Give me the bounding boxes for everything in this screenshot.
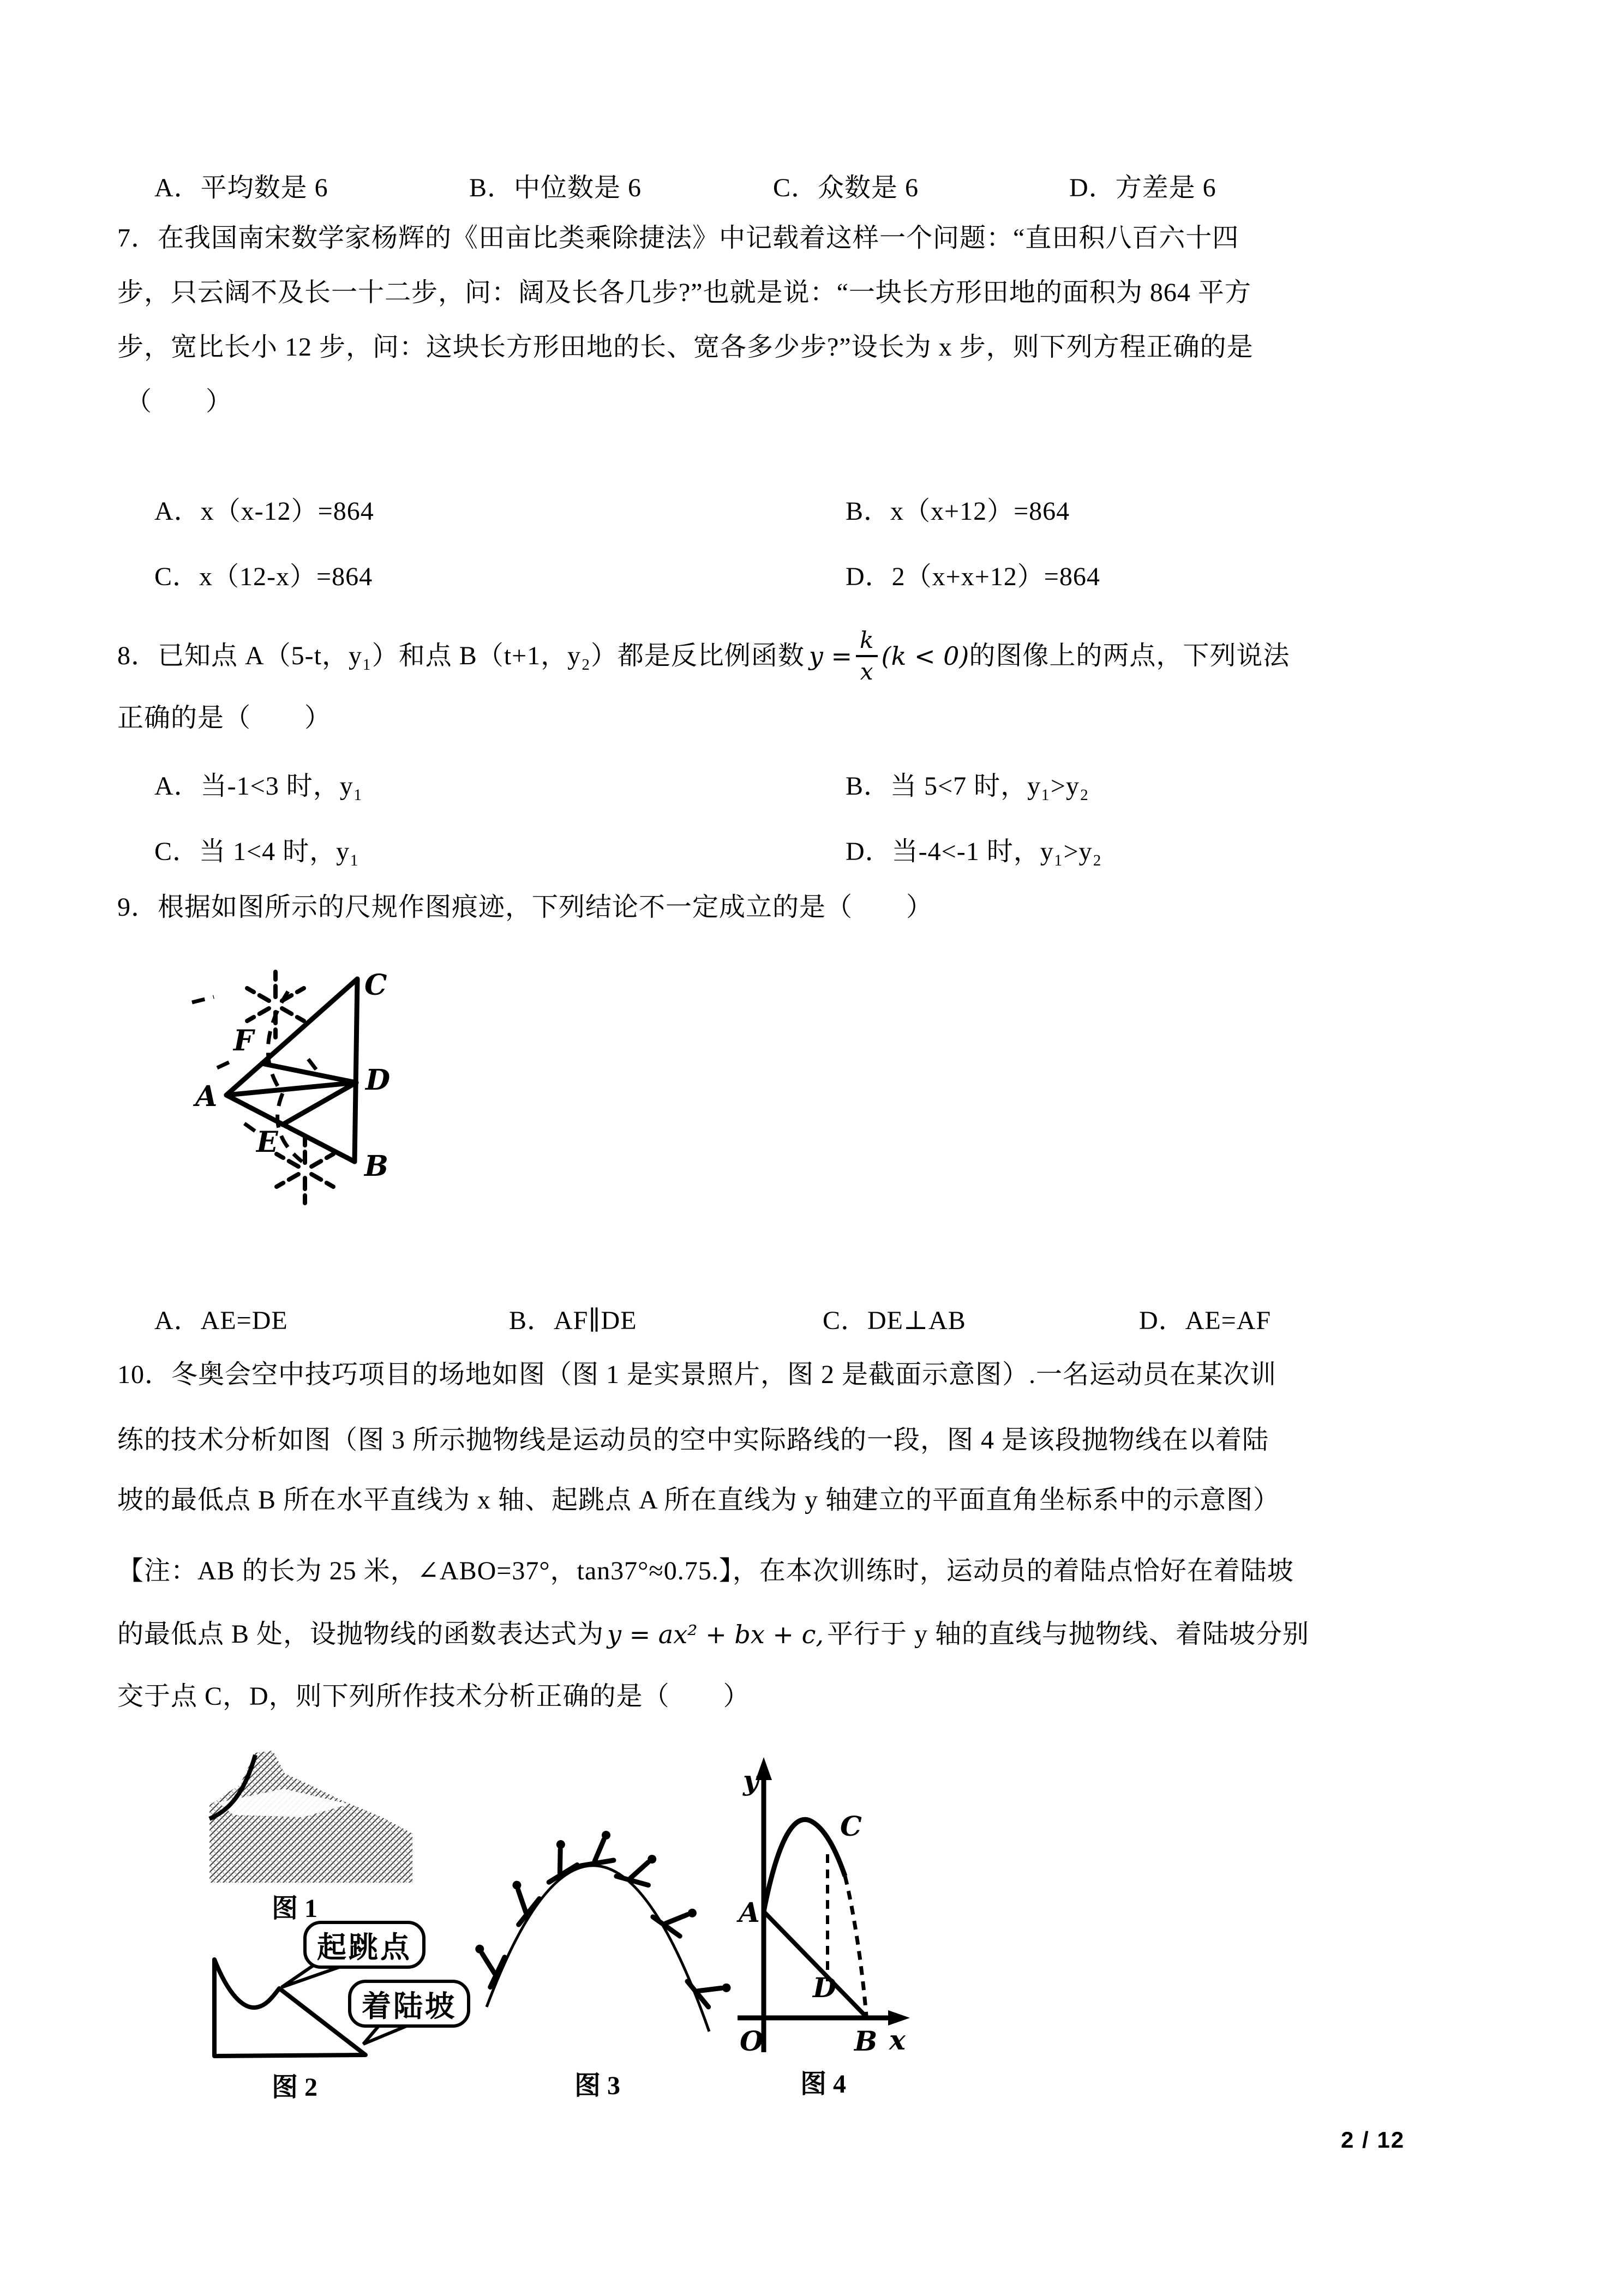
q7-option-a: A．x（x-12）=864 <box>154 497 374 526</box>
q10-line-5-post: 平行于 y 轴的直线与抛物线、着陆坡分别 <box>826 1620 1309 1649</box>
q10-line-4: 【注：AB 的长为 25 米，∠ABO=37°，tan37°≈0.75.】，在本次训练时，运动员的着陆点恰好在着陆坡 <box>117 1556 1294 1585</box>
fig4-label-a: A <box>739 1896 760 1928</box>
q8-option-c: C．当 1<4 时，y₁ <box>154 837 359 866</box>
q9-solid-lines <box>226 979 357 1162</box>
fig4-label-y: y <box>743 1764 759 1796</box>
q9-label-e: E <box>256 1126 278 1159</box>
figure3-trajectory <box>472 1811 723 2061</box>
q6-option-b: B．中位数是 6 <box>469 173 642 202</box>
figure1-caption: 图 1 <box>271 1894 317 1923</box>
q9-option-c: C．DE⊥AB <box>823 1306 966 1335</box>
landing-slope-bubble: 着陆坡 <box>348 1980 470 2028</box>
q6-option-d: D．方差是 6 <box>1069 173 1216 202</box>
q7-option-c: C．x（12-x）=864 <box>154 562 373 591</box>
q7-line-3: 步，宽比长小 12 步，问：这块长方形田地的长、宽各多少步?”设长为 x 步，则下列方程正确的是 <box>117 333 1254 362</box>
parabola-solid <box>764 1819 845 1912</box>
figure4-coordinate-plot <box>728 1756 914 2067</box>
x-axis-arrow <box>888 2010 910 2025</box>
q7-line-4: （ ） <box>125 387 233 416</box>
q9-label-b: B <box>364 1150 388 1183</box>
q7-option-d: D．2（x+x+12）=864 <box>846 562 1100 591</box>
q8-option-a: A．当-1<3 时，y₁ <box>154 772 363 801</box>
takeoff-point-bubble: 起跳点 <box>303 1921 426 1969</box>
q9-label-d: D <box>365 1063 391 1097</box>
page-number: 2 / 12 <box>1341 2127 1405 2153</box>
q6-option-a: A．平均数是 6 <box>154 173 328 202</box>
q8-option-b: B．当 5<7 时，y₁>y₂ <box>846 772 1089 801</box>
q8-formula-lhs: y = <box>808 641 853 671</box>
fig4-label-d: D <box>813 1972 837 2004</box>
q7-option-b: B．x（x+12）=864 <box>846 497 1070 526</box>
q8-line-1-pre: 8．已知点 A（5-t，y₁）和点 B（t+1，y₂）都是反比例函数 <box>117 641 805 671</box>
q7-line-1: 7．在我国南宋数学家杨辉的《田亩比类乘除捷法》中记载着这样一个问题：“直田积八百六十四 <box>117 224 1239 253</box>
q10-parabola-formula: y = ax² + bx + c, <box>607 1620 824 1649</box>
q8-fraction-denominator: x <box>856 655 878 683</box>
q9-label-a: A <box>195 1080 218 1113</box>
q10-line-3: 坡的最低点 B 所在水平直线为 x 轴、起跳点 A 所在直线为 y 轴建立的平面直角坐标系中的示意图） <box>117 1486 1280 1514</box>
q9-question-text: 9．根据如图所示的尺规作图痕迹，下列结论不一定成立的是（ ） <box>117 893 933 922</box>
parabola-dashed <box>845 1876 866 2016</box>
q9-label-c: C <box>364 969 387 1002</box>
q9-option-d: D．AE=AF <box>1139 1306 1272 1335</box>
q7-line-2: 步，只云阔不及长一十二步，问：阔及长各几步?”也就是说：“一块长方形田地的面积为 864 平方 <box>117 278 1251 307</box>
mountain-texture <box>209 1751 412 1883</box>
q9-label-f: F <box>233 1024 254 1057</box>
q9-figure-labels <box>193 969 390 1183</box>
fig4-label-o: O <box>740 2025 764 2057</box>
q8-line-1 <box>117 615 1290 697</box>
q8-formula-fraction <box>855 629 878 683</box>
q10-line-5 <box>117 1610 1309 1659</box>
fig4-label-c: C <box>840 1810 862 1842</box>
q10-line-6: 交于点 C，D，则下列所作技术分析正确的是（ ） <box>117 1682 750 1711</box>
q10-line-2: 练的技术分析如图（图 3 所示抛物线是运动员的空中实际路线的一段，图 4 是该段抛物线在以着陆 <box>117 1426 1269 1454</box>
q8-option-d: D．当-4<-1 时，y₁>y₂ <box>846 837 1102 866</box>
fig4-label-b: B <box>854 2025 878 2057</box>
q9-option-b: B．AF∥DE <box>509 1306 637 1335</box>
q8-line-1-post: 的图像上的两点，下列说法 <box>969 641 1290 671</box>
q10-line-1: 10．冬奥会空中技巧项目的场地如图（图 1 是实景照片，图 2 是截面示意图）.一名运动员在某次训 <box>117 1360 1277 1389</box>
q6-option-c: C．众数是 6 <box>773 173 919 202</box>
q9-construction-figure <box>180 965 409 1249</box>
figure3-caption: 图 3 <box>574 2071 620 2100</box>
figure2-caption: 图 2 <box>271 2073 317 2102</box>
q8-fraction-numerator: k <box>860 627 874 653</box>
q8-line-2: 正确的是（ ） <box>117 704 332 732</box>
q9-option-a: A．AE=DE <box>154 1306 288 1335</box>
figure4-caption: 图 4 <box>800 2070 846 2099</box>
skier-marks <box>462 1831 734 2010</box>
q10-line-5-pre: 的最低点 B 处，设抛物线的函数表达式为 <box>117 1620 604 1649</box>
fig4-label-x: x <box>889 2024 906 2056</box>
figure1-photo <box>207 1748 415 1884</box>
q8-formula-condition: (k < 0) <box>881 641 969 671</box>
slope-profile <box>214 1960 365 2056</box>
